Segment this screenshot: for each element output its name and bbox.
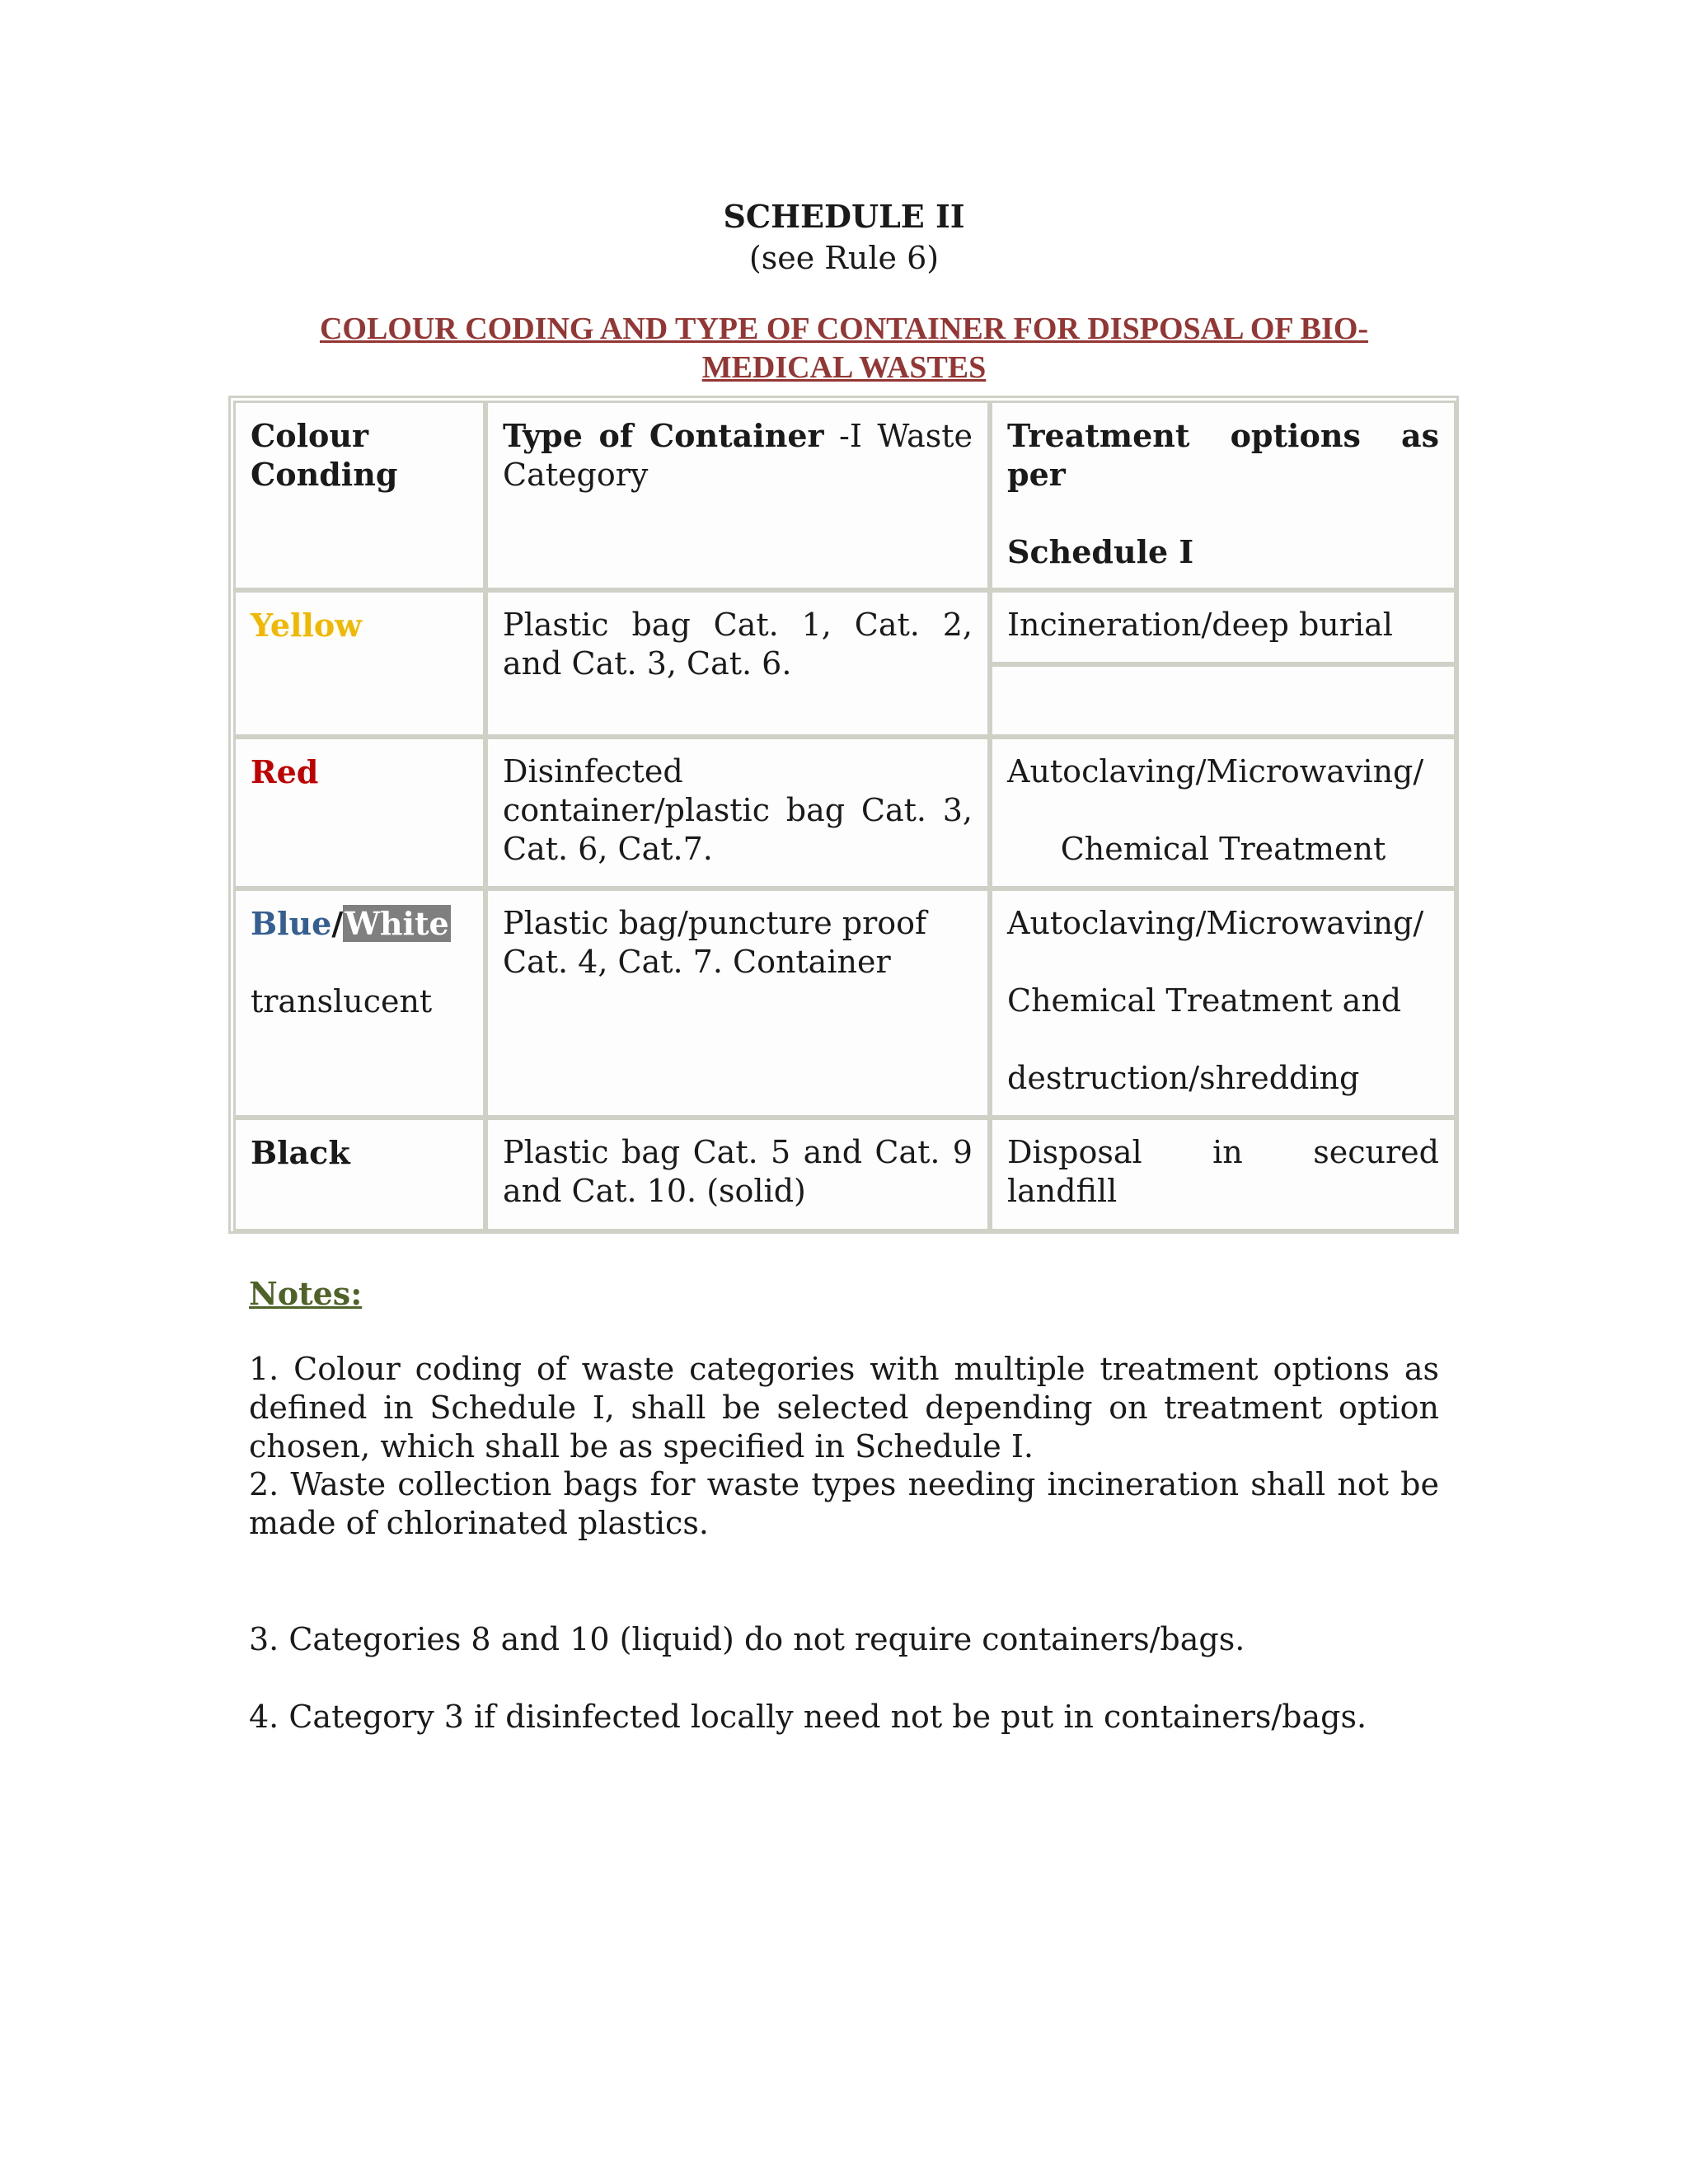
row-blue-treatment-line-3: destruction/shredding <box>1007 1060 1360 1096</box>
row-yellow-container-line-2: and Cat. 3, Cat. 6. <box>503 645 792 682</box>
row-black-treatment-line-2: landfill <box>1007 1173 1118 1209</box>
row-yellow-treatment <box>990 590 1456 664</box>
row-black-container-line-1: Plastic bag Cat. 5 and Cat. 9 <box>503 1134 973 1170</box>
row-black-container-line-2: and Cat. 10. (solid) <box>503 1173 806 1209</box>
row-red-treatment <box>990 737 1456 888</box>
row-yellow-container-line-1: Plastic bag Cat. 1, Cat. 2, <box>503 607 973 643</box>
row-red-container-line-1: Disinfected <box>503 753 683 790</box>
note-3-line-1: 3. Categories 8 and 10 (liquid) do not require containers/bags. <box>249 1621 1245 1657</box>
header-treatment-options <box>990 401 1456 590</box>
row-blue-container-line-1: Plastic bag/puncture proof <box>503 905 927 941</box>
row-yellow-container <box>485 590 990 737</box>
note-3 <box>249 1620 1439 1659</box>
row-blue-colour <box>233 888 485 1118</box>
header-container-rest: -I Waste <box>823 418 973 454</box>
colour-white: White <box>345 905 449 942</box>
note-1 <box>249 1350 1439 1466</box>
row-black-treatment-line-1: Disposal in secured <box>1007 1134 1439 1170</box>
colour-coding-table <box>228 396 1459 1234</box>
note-2 <box>249 1465 1439 1543</box>
header-container-line-1 <box>503 416 973 456</box>
row-black-container <box>485 1118 990 1231</box>
header-container-line-2: Category <box>503 457 649 493</box>
colour-red: Red <box>251 753 319 790</box>
row-red-treatment-line-1: Autoclaving/Microwaving/ <box>1007 753 1424 790</box>
row-blue-treatment-line-1: Autoclaving/Microwaving/ <box>1007 905 1424 941</box>
row-red-container <box>485 737 990 888</box>
row-red-treatment-line-2: Chemical Treatment <box>1060 831 1386 867</box>
row-red-container-line-3: Cat. 6, Cat.7. <box>503 831 713 867</box>
colour-black: Black <box>251 1134 350 1171</box>
header-colour-line-2: Conding <box>251 456 398 493</box>
note-4 <box>249 1698 1439 1736</box>
colour-yellow: Yellow <box>251 607 362 644</box>
row-yellow-colour <box>233 590 485 737</box>
header-colour-line-1: Colour <box>251 417 369 454</box>
row-blue-container-line-2: Cat. 4, Cat. 7. Container <box>503 944 891 980</box>
note-4-line-1: 4. Category 3 if disinfected locally need not be put in containers/bags. <box>249 1699 1367 1735</box>
colour-separator: / <box>331 905 344 942</box>
row-black-treatment <box>990 1118 1456 1231</box>
note-1-line-1: 1. Colour coding of waste categories with multiple treatment options as <box>249 1351 1439 1387</box>
header-colour-coding <box>233 401 485 590</box>
note-2-line-1: 2. Waste collection bags for waste types needing incineration shall not be <box>249 1466 1439 1502</box>
colour-translucent: translucent <box>251 983 433 1019</box>
row-black-colour <box>233 1118 485 1231</box>
header-treatment-line-2: per <box>1007 456 1066 493</box>
header-container-bold: Type of Container <box>503 417 824 454</box>
schedule-title: SCHEDULE II <box>723 198 965 235</box>
note-1-line-2: defined in Schedule I, shall be selected depending on treatment option <box>249 1390 1439 1426</box>
note-1-line-3: chosen, which shall be as specified in Schedule I. <box>249 1428 1034 1465</box>
colour-blue-white <box>251 904 468 944</box>
heading-line-1: COLOUR CODING AND TYPE OF CONTAINER FOR DISPOSAL OF BIO- <box>319 312 1369 346</box>
notes-heading: Notes: <box>249 1275 363 1312</box>
row-yellow-treatment-line-1: Incineration/deep burial <box>1007 607 1393 643</box>
header-container-type <box>485 401 990 590</box>
row-red-container-line-2: container/plastic bag Cat. 3, <box>503 792 973 828</box>
note-2-line-2: made of chlorinated plastics. <box>249 1505 709 1541</box>
row-blue-treatment-line-2: Chemical Treatment and <box>1007 982 1402 1019</box>
colour-blue: Blue <box>251 905 332 942</box>
row-yellow-treatment-empty <box>990 664 1456 737</box>
row-blue-treatment <box>990 888 1456 1118</box>
header-treatment-line-3: Schedule I <box>1007 533 1194 570</box>
row-blue-container <box>485 888 990 1118</box>
schedule-subtitle: (see Rule 6) <box>748 240 940 276</box>
heading-line-2: MEDICAL WASTES <box>701 350 987 385</box>
document-heading <box>231 310 1457 387</box>
header-treatment-line-1: Treatment options as <box>1007 417 1439 454</box>
row-red-colour <box>233 737 485 888</box>
